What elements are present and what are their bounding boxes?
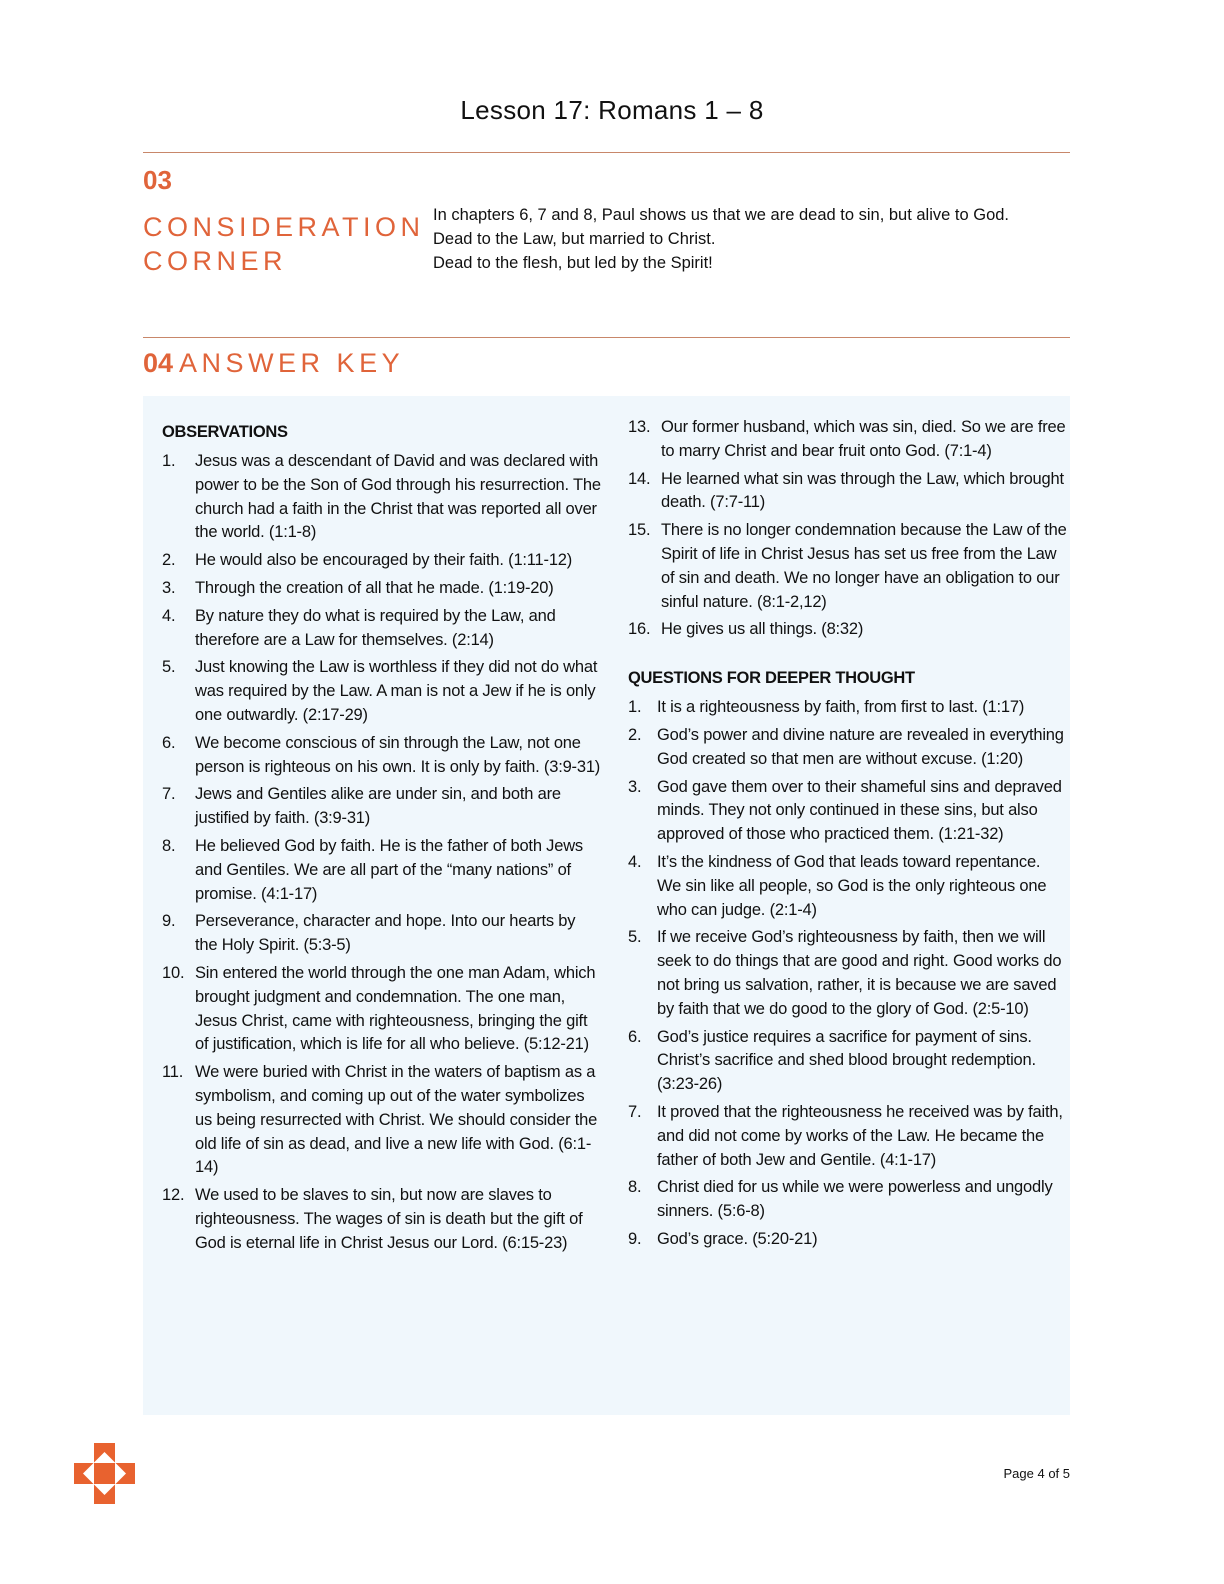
list-item — [162, 656, 602, 727]
item-number: 4. — [162, 606, 176, 625]
list-item — [628, 416, 1068, 464]
list-item — [162, 732, 602, 780]
item-number: 3. — [162, 578, 176, 597]
list-item — [162, 783, 602, 831]
section-number: 04 — [143, 348, 174, 378]
item-number: 2. — [628, 725, 642, 744]
list-item — [162, 1061, 602, 1180]
item-text: Our former husband, which was sin, died. So we are free to marry Christ and bear fruit onto God. (7:1-4) — [661, 418, 1066, 460]
item-text: He would also be encouraged by their faith. (1:11-12) — [195, 551, 573, 570]
section-heading-consideration-corner — [143, 210, 423, 278]
list-item — [628, 926, 1068, 1021]
item-text: God’s power and divine nature are revealed in everything God created so that men are without excuse. (1:20) — [657, 725, 1064, 768]
item-number: 5. — [162, 658, 176, 677]
item-number: 9. — [628, 1229, 642, 1248]
list-item — [162, 962, 602, 1057]
heading-line: CORNER — [143, 246, 288, 276]
item-number: 7. — [628, 1102, 642, 1121]
item-number: 9. — [162, 912, 176, 931]
item-number: 8. — [162, 836, 176, 855]
observations-heading: OBSERVATIONS — [162, 423, 288, 441]
item-text: We used to be slaves to sin, but now are slaves to righteousness. The wages of sin is death but the gift of God is eternal life in Christ Jesus our Lord. (6:15-23) — [195, 1186, 583, 1252]
item-number: 14. — [628, 469, 651, 488]
section-divider — [143, 337, 1070, 338]
item-text: It is a righteousness by faith, from first to last. (1:17) — [657, 698, 1025, 717]
list-item — [162, 605, 602, 653]
list-item — [162, 577, 602, 601]
answer-column-right — [628, 416, 1068, 1256]
item-number: 2. — [162, 551, 176, 570]
consideration-line: In chapters 6, 7 and 8, Paul shows us that we are dead to sin, but alive to God. — [433, 206, 1010, 224]
item-number: 16. — [628, 620, 651, 639]
list-item — [162, 549, 602, 573]
item-text: Through the creation of all that he made. (1:19-20) — [195, 578, 554, 597]
item-text: By nature they do what is required by the Law, and therefore are a Law for themselves. (2:14) — [195, 606, 556, 649]
item-text: God’s justice requires a sacrifice for payment of sins. Christ’s sacrifice and shed blood brought redemption. (3:23-26) — [657, 1027, 1036, 1094]
list-item — [162, 910, 602, 958]
item-number: 4. — [628, 852, 642, 871]
list-item — [162, 450, 602, 545]
item-number: 6. — [162, 733, 176, 752]
item-text: Sin entered the world through the one man Adam, which brought judgment and condemnation. The one man, Jesus Christ, came with righteousness, bringing the gift of justification, which is life for all who believe. (5:12-21) — [195, 963, 596, 1054]
list-item — [628, 468, 1068, 516]
deeper-thought-list — [628, 696, 1068, 1252]
item-number: 8. — [628, 1178, 642, 1197]
cross-diamond-logo-icon — [74, 1443, 135, 1504]
item-text: Perseverance, character and hope. Into our hearts by the Holy Spirit. (5:3-5) — [195, 912, 576, 955]
list-item — [162, 835, 602, 906]
consideration-text — [433, 203, 1073, 275]
item-number: 10. — [162, 963, 185, 982]
page-title: Lesson 17: Romans 1 – 8 — [460, 95, 764, 125]
item-text: Jews and Gentiles alike are under sin, and both are justified by faith. (3:9-31) — [195, 785, 561, 828]
item-text: It proved that the righteousness he received was by faith, and did not come by works of the Law. He became the father of both Jew and Gentile. (4:1-17) — [657, 1102, 1063, 1169]
observations-list-continued — [628, 416, 1068, 642]
item-text: Just knowing the Law is worthless if they did not do what was required by the Law. A man is not a Jew if he is only one outwardly. (2:17-29) — [195, 658, 598, 724]
list-item — [628, 519, 1068, 614]
section-title: ANSWER KEY — [179, 348, 405, 378]
item-number: 13. — [628, 418, 651, 436]
list-item — [628, 851, 1068, 922]
item-text: It’s the kindness of God that leads toward repentance. We sin like all people, so God is the only righteous one who can judge. (2:1-4) — [657, 852, 1047, 919]
item-text: Christ died for us while we were powerless and ungodly sinners. (5:6-8) — [657, 1178, 1053, 1221]
answer-key-panel — [143, 396, 1070, 1415]
list-item — [628, 1101, 1068, 1172]
item-text: There is no longer condemnation because the Law of the Spirit of life in Christ Jesus has set us free from the Law of sin and death. We no longer have an obligation to our sinful nature. (8:1-2,12) — [661, 521, 1067, 611]
deeper-thought-heading: QUESTIONS FOR DEEPER THOUGHT — [628, 669, 915, 688]
list-item — [628, 724, 1068, 772]
item-text: God’s grace. (5:20-21) — [657, 1229, 818, 1248]
item-number: 15. — [628, 521, 651, 540]
consideration-line: Dead to the flesh, but led by the Spirit! — [433, 254, 713, 272]
item-number: 1. — [628, 698, 642, 717]
list-item — [628, 696, 1068, 720]
item-number: 7. — [162, 785, 176, 804]
observations-list — [162, 450, 602, 1256]
section-heading-answer-key — [143, 348, 404, 379]
page-number: Page 4 of 5 — [1003, 1466, 1070, 1481]
item-number: 6. — [628, 1027, 642, 1046]
item-number: 12. — [162, 1186, 185, 1205]
list-item — [162, 1184, 602, 1255]
heading-line: CONSIDERATION — [143, 212, 425, 242]
consideration-line: Dead to the Law, but married to Christ. — [433, 230, 716, 248]
list-item — [628, 1026, 1068, 1097]
list-item — [628, 776, 1068, 847]
list-item — [628, 1176, 1068, 1224]
item-number: 1. — [162, 452, 176, 470]
answer-column-left — [162, 420, 602, 1260]
list-item — [628, 1228, 1068, 1252]
item-text: He learned what sin was through the Law, which brought death. (7:7-11) — [661, 469, 1064, 512]
section-number: 03 — [143, 165, 172, 195]
item-text: We were buried with Christ in the waters of baptism as a symbolism, and coming up out of the water symbolizes us being resurrected with Christ. We should consider the old life of sin as dead, and live a new life with God. (6:1-14) — [195, 1063, 598, 1177]
item-text: He gives us all things. (8:32) — [661, 620, 864, 639]
item-number: 5. — [628, 928, 642, 947]
item-text: God gave them over to their shameful sins and depraved minds. They not only continued in these sins, but also approved of those who practiced them. (1:21-32) — [657, 777, 1062, 844]
item-text: We become conscious of sin through the Law, not one person is righteous on his own. It is only by faith. (3:9-31) — [195, 733, 601, 776]
section-divider — [143, 152, 1070, 153]
item-text: If we receive God’s righteousness by faith, then we will seek to do things that are good and right. Good works do not bring us salvation, rather, it is because we are saved by faith that we do good to the glory of God. (2:5-10) — [657, 928, 1062, 1018]
item-text: Jesus was a descendant of David and was declared with power to be the Son of God through his resurrection. The church had a faith in the Christ that was reported all over the world. (1:1-8) — [195, 452, 601, 542]
item-text: He believed God by faith. He is the father of both Jews and Gentiles. We are all part of the “many nations” of promise. (4:1-17) — [195, 836, 583, 903]
list-item — [628, 618, 1068, 642]
item-number: 11. — [162, 1063, 184, 1082]
item-number: 3. — [628, 777, 642, 796]
